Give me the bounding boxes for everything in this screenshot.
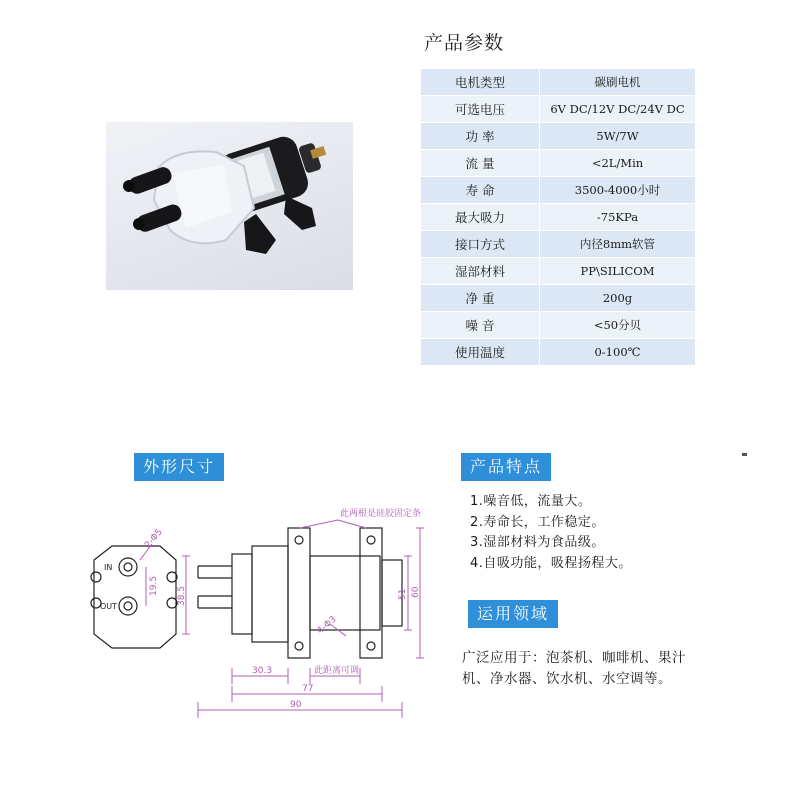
port-in (119, 558, 137, 576)
spec-value: 0-100℃ (540, 339, 696, 366)
nozzle (198, 566, 232, 578)
spec-key: 最大吸力 (421, 204, 540, 231)
spec-value: PP\SILICOM (540, 258, 696, 285)
spec-key: 流 量 (421, 150, 540, 177)
spec-value: 5W/7W (540, 123, 696, 150)
dim-90: 90 (290, 700, 302, 710)
feature-item: 2.寿命长，工作稳定。 (470, 514, 605, 530)
bracket-right (360, 528, 382, 658)
dim-4-phi3: 4-Φ3 (315, 614, 339, 637)
dim-51: 51 (398, 588, 408, 600)
spec-value: 碳刷电机 (540, 69, 696, 96)
label-out: OUT (100, 602, 118, 611)
spec-value: 内径8mm软管 (540, 231, 696, 258)
application-line: 机、净水器、饮水机、水空调等。 (462, 671, 672, 687)
note-adjustable: 此距离可调 (314, 666, 360, 676)
spec-key: 净 重 (421, 285, 540, 312)
spec-key: 可选电压 (421, 96, 540, 123)
spec-title: 产品参数 (424, 32, 505, 54)
spec-key: 噪 音 (421, 312, 540, 339)
application-title: 运用领域 (468, 600, 558, 628)
dim-30-3: 30.3 (252, 666, 273, 676)
spec-key: 电机类型 (421, 69, 540, 96)
application-line: 广泛应用于：泡茶机、咖啡机、果汁 (462, 650, 686, 666)
bracket-left (288, 528, 310, 658)
feature-item: 3.湿部材料为食品级。 (470, 535, 605, 550)
dim-2-phi5: 2-Φ5 (143, 527, 165, 551)
pump-head (232, 554, 252, 634)
feature-item: 4.自吸功能，吸程扬程大。 (470, 555, 632, 571)
dim-38-5: 38.5 (177, 585, 187, 606)
feature-item: 1.噪音低，流量大。 (470, 494, 592, 509)
spec-key: 湿部材料 (421, 258, 540, 285)
dimensions-title: 外形尺寸 (134, 453, 224, 481)
dim-19-5: 19.5 (149, 575, 159, 596)
dim-77: 77 (302, 684, 314, 694)
spec-value: -75KPa (540, 204, 696, 231)
spec-key: 功 率 (421, 123, 540, 150)
spec-key: 使用温度 (421, 339, 540, 366)
motor-body (310, 556, 380, 630)
nozzle (198, 596, 232, 608)
spec-key: 寿 命 (421, 177, 540, 204)
spec-value: <50分贝 (540, 312, 696, 339)
features-title: 产品特点 (461, 453, 551, 481)
spec-value: 3500-4000小时 (540, 177, 696, 204)
label-in: IN (104, 563, 113, 572)
dim-60: 60 (411, 586, 421, 598)
spec-key: 接口方式 (421, 231, 540, 258)
spec-value: 200g (540, 285, 696, 312)
spec-value: <2L/Min (540, 150, 696, 177)
port-out (119, 597, 137, 615)
spec-value: 6V DC/12V DC/24V DC (540, 96, 696, 123)
mount-hole (91, 572, 101, 582)
note-fixing-strips: 此两根是硅胶固定条 (340, 509, 422, 519)
